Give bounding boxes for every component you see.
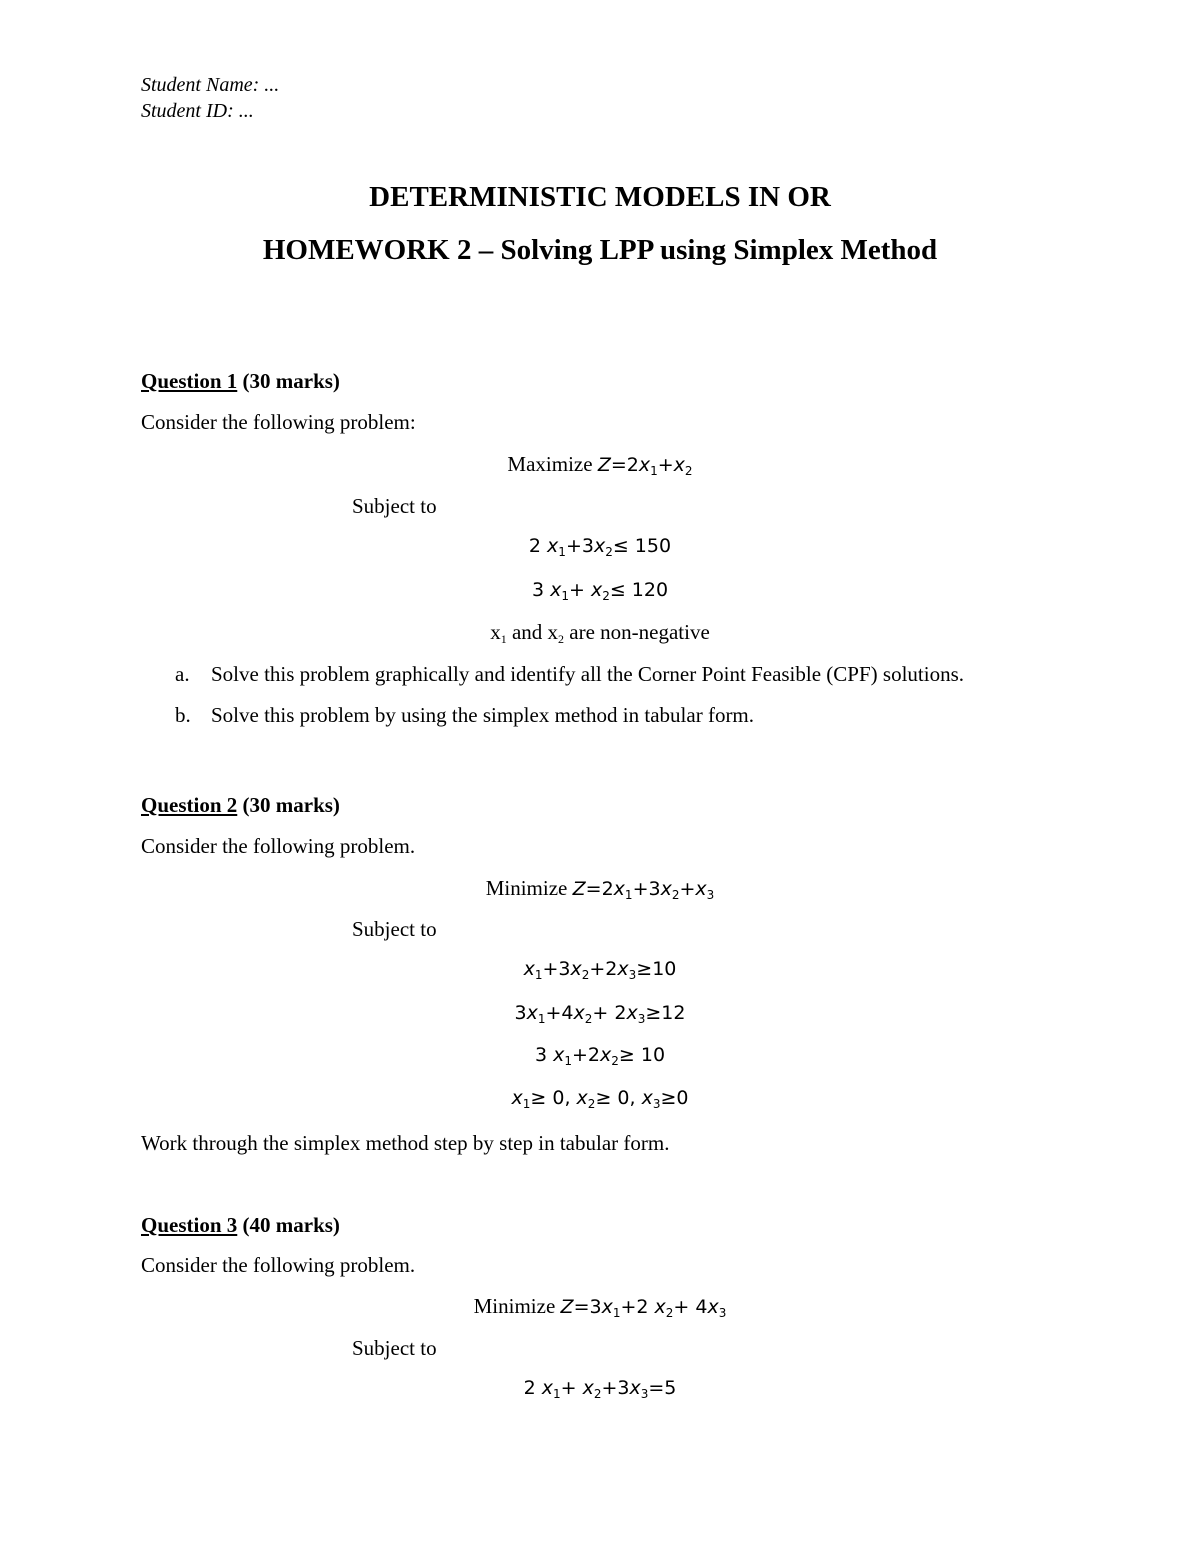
question-2-constraint-2: $3x_1+4x_2+ 2x_3\ge 12$ xyxy=(514,1002,686,1026)
question-1-label: Question 1 xyxy=(141,369,238,393)
document-subtitle: HOMEWORK 2 – Solving LPP using Simplex Method xyxy=(262,234,938,266)
question-2-label: Question 2 xyxy=(141,793,238,817)
question-1-item-a-label: a. xyxy=(175,662,190,686)
question-3-subject-to: Subject to xyxy=(352,1336,437,1360)
question-2-nonnegativity: $x_1\ge 0$, $x_2\ge 0$, $x_3\ge 0$ xyxy=(511,1087,689,1111)
question-1-item-b-text: Solve this problem by using the simplex method in tabular form. xyxy=(211,703,755,727)
objective-expression: $Z=2x_1+3x_2+x_3$ xyxy=(572,878,715,902)
question-1-constraint-1: 2 $x_1+3x_2\le 150$ xyxy=(528,535,672,559)
student-id: Student ID: ... xyxy=(141,100,254,122)
question-1-intro: Consider the following problem: xyxy=(141,410,416,434)
question-2-heading xyxy=(141,793,340,818)
objective-expression: $Z=3x_1+2$ $x_2+ 4x_3$ xyxy=(560,1296,727,1320)
objective-word: Maximize xyxy=(507,452,593,476)
question-3-heading xyxy=(141,1213,340,1238)
question-1-item-b-label: b. xyxy=(175,703,191,727)
question-2-constraint-3: 3 $x_1+2x_2\ge 10$ xyxy=(534,1044,666,1068)
question-1-nonnegativity: $x_1$ and $x_2$ are non-negative xyxy=(490,620,710,646)
question-2-closing: Work through the simplex method step by step in tabular form. xyxy=(141,1131,670,1155)
question-2-constraint-1: $x_1+3x_2+2x_3\ge 10$ xyxy=(523,958,677,982)
question-3-label: Question 3 xyxy=(141,1213,238,1237)
question-1-objective xyxy=(0,452,1200,477)
question-1-heading xyxy=(141,369,340,394)
question-2-subject-to: Subject to xyxy=(352,917,437,941)
question-3-marks: (40 marks) xyxy=(237,1213,340,1237)
question-3-intro: Consider the following problem. xyxy=(141,1253,416,1277)
objective-word: Minimize xyxy=(485,876,568,900)
question-3-objective xyxy=(0,1294,1200,1319)
question-2-marks: (30 marks) xyxy=(237,793,340,817)
question-1-marks: (30 marks) xyxy=(237,369,340,393)
question-2-intro: Consider the following problem. xyxy=(141,834,416,858)
question-2-objective xyxy=(0,876,1200,901)
question-1-constraint-2: 3 $x_1+ x_2\le 120$ xyxy=(531,579,669,603)
question-3-constraint-1: 2 $x_1+ x_2+3x_3=5$ xyxy=(523,1377,677,1401)
nonneg-tail: are non-negative xyxy=(569,620,710,644)
objective-expression: $Z=2x_1+x_2$ xyxy=(597,454,693,478)
nonneg-and: and xyxy=(511,620,543,644)
document-title: DETERMINISTIC MODELS IN OR xyxy=(369,181,831,213)
question-1-item-a-text: Solve this problem graphically and identify all the Corner Point Feasible (CPF) solutions. xyxy=(211,662,964,686)
question-1-subject-to: Subject to xyxy=(352,494,437,518)
objective-word: Minimize xyxy=(473,1294,556,1318)
student-name: Student Name: ... xyxy=(141,74,280,96)
